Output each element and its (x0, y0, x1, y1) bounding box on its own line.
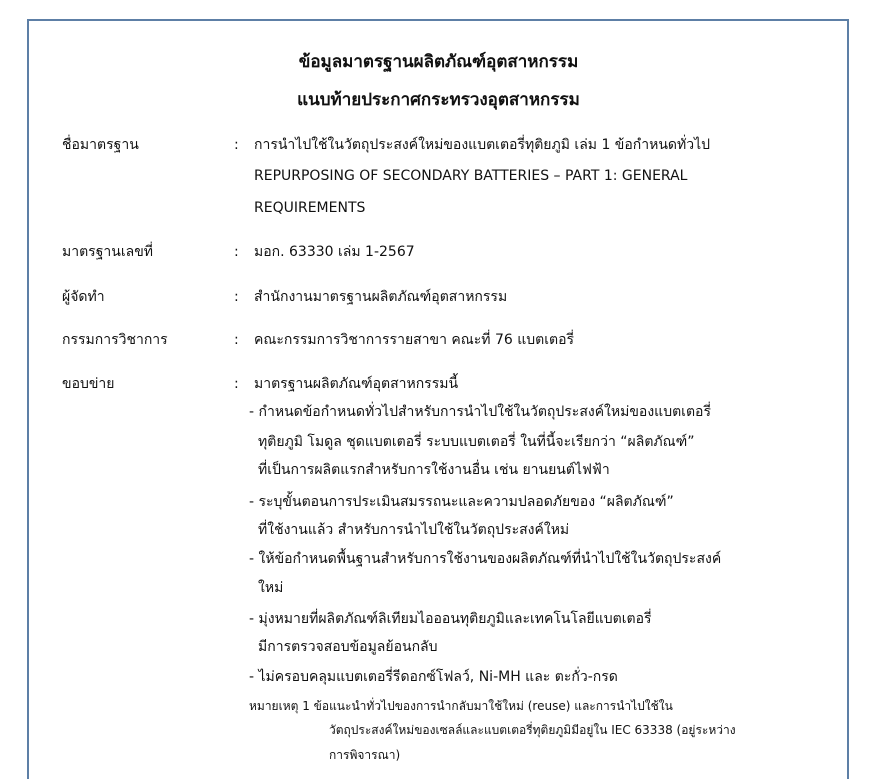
prepared-by-value: สำนักงานมาตรฐานผลิตภัณฑ์อุตสาหกรรม (254, 289, 508, 305)
scope-bullet-1-line1: - กำหนดข้อกำหนดทั่วไปสำหรับการนำไปใช้ในวัตถุประสงค์ใหม่ของแบตเตอรี่ (249, 404, 711, 420)
prepared-by-label: ผู้จัดทำ (62, 289, 105, 305)
standard-name-thai: การนำไปใช้ในวัตถุประสงค์ใหม่ของแบตเตอรี่ทุติยภูมิ เล่ม 1 ข้อกำหนดทั่วไป (254, 137, 711, 153)
scope-intro: มาตรฐานผลิตภัณฑ์อุตสาหกรรมนี้ (254, 376, 459, 392)
standard-number-label: มาตรฐานเลขที่ (62, 244, 154, 260)
scope-bullet-3-line1: - ให้ข้อกำหนดพื้นฐานสำหรับการใช้งานของผลิตภัณฑ์ที่นำไปใช้ในวัตถุประสงค์ (249, 551, 722, 567)
committee-value: คณะกรรมการวิชาการรายสาขา คณะที่ 76 แบตเตอรี่ (254, 332, 575, 348)
standard-number-colon: : (234, 244, 239, 260)
standard-name-english-line1: REPURPOSING OF SECONDARY BATTERIES – PART 1: GENERAL (254, 168, 688, 184)
note-1-line2: วัตถุประสงค์ใหม่ของเซลล์และแบตเตอรี่ทุติยภูมิมีอยู่ใน IEC 63338 (อยู่ระหว่าง (329, 723, 736, 737)
document-title-line1: ข้อมูลมาตรฐานผลิตภัณฑ์อุตสาหกรรม (298, 52, 579, 72)
scope-bullet-3-line2: ใหม่ (258, 580, 284, 596)
standard-name-colon: : (234, 137, 239, 153)
document-frame (27, 19, 849, 779)
scope-colon: : (234, 376, 239, 392)
standard-name-label: ชื่อมาตรฐาน (62, 137, 139, 153)
scope-bullet-4-line2: มีการตรวจสอบข้อมูลย้อนกลับ (258, 639, 438, 655)
prepared-by-colon: : (234, 289, 239, 305)
committee-label: กรรมการวิชาการ (62, 332, 168, 348)
note-1-line1: หมายเหตุ 1 ข้อแนะนำทั่วไปของการนำกลับมาใช้ใหม่ (reuse) และการนำไปใช้ใน (249, 699, 673, 713)
standard-name-english-line2: REQUIREMENTS (254, 200, 366, 216)
note-1-line3: การพิจารณา) (329, 748, 401, 762)
scope-bullet-4-line1: - มุ่งหมายที่ผลิตภัณฑ์ลิเทียมไอออนทุติยภูมิและเทคโนโลยีแบตเตอรี่ (249, 611, 652, 627)
committee-colon: : (234, 332, 239, 348)
standard-number-value: มอก. 63330 เล่ม 1-2567 (254, 244, 415, 260)
scope-bullet-1-line2: ทุติยภูมิ โมดูล ชุดแบตเตอรี่ ระบบแบตเตอรี่ ในที่นี้จะเรียกว่า “ผลิตภัณฑ์” (258, 434, 695, 450)
scope-bullet-2-line2: ที่ใช้งานแล้ว สำหรับการนำไปใช้ในวัตถุประสงค์ใหม่ (258, 522, 570, 538)
scope-label: ขอบข่าย (62, 376, 115, 392)
document-title-line2: แนบท้ายประกาศกระทรวงอุตสาหกรรม (297, 90, 580, 110)
scope-bullet-2-line1: - ระบุขั้นตอนการประเมินสมรรถนะและความปลอดภัยของ “ผลิตภัณฑ์” (249, 494, 674, 510)
scope-bullet-1-line3: ที่เป็นการผลิตแรกสำหรับการใช้งานอื่น เช่น ยานยนต์ไฟฟ้า (258, 462, 610, 478)
scope-bullet-5-line1: - ไม่ครอบคลุมแบตเตอรี่รีดอกซ์โฟลว์, Ni-MH และ ตะกั่ว-กรด (249, 669, 618, 685)
